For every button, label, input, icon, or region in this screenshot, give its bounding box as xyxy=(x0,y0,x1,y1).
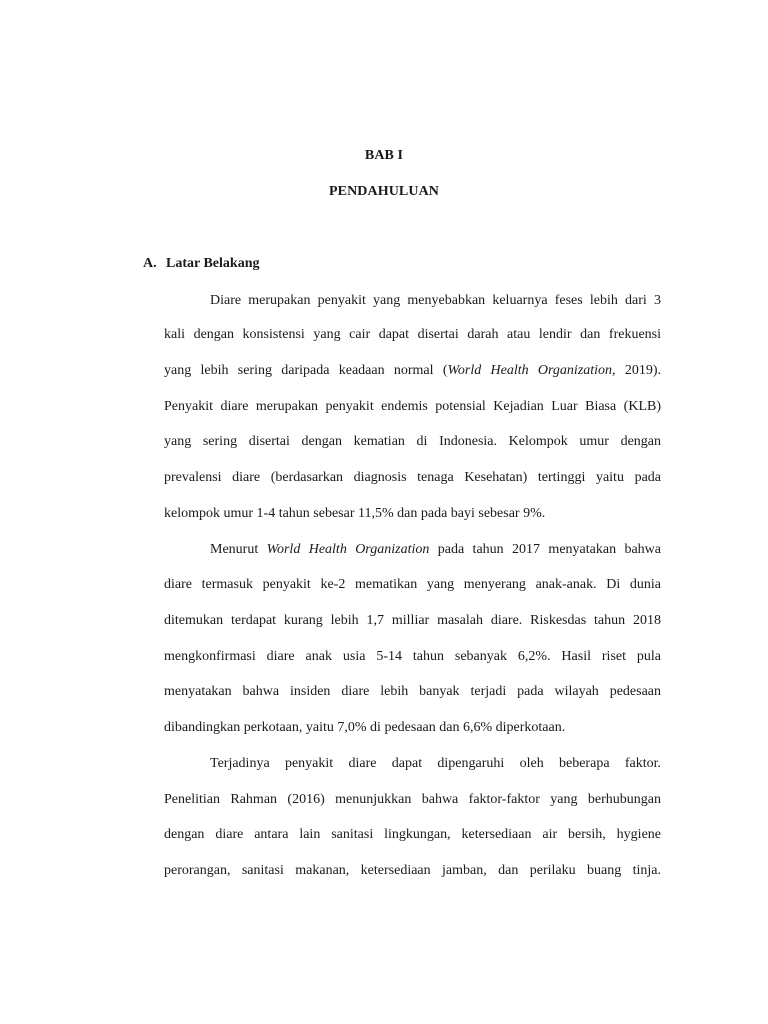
paragraph-1-line-4: Penyakit diare merupakan penyakit endemis potensial Kejadian Luar Biasa (KLB) xyxy=(164,399,661,414)
paragraph-1-line-3-text-a: yang lebih sering daripada keadaan normal ( xyxy=(164,363,448,378)
section-letter: A. xyxy=(143,256,157,271)
paragraph-2-line-1 xyxy=(210,541,661,559)
chapter-number: BAB I xyxy=(364,148,404,163)
paragraph-1-line-2: kali dengan konsistensi yang cair dapat disertai darah atau lendir dan frekuensi xyxy=(164,327,661,342)
paragraph-1-line-3-citation: World Health Organization, xyxy=(447,363,616,378)
paragraph-3-line-1: Terjadinya penyakit diare dapat dipengaruhi oleh beberapa faktor. xyxy=(210,756,661,771)
paragraph-3-line-3: dengan diare antara lain sanitasi lingkungan, ketersediaan air bersih, hygiene xyxy=(164,827,661,842)
section-title: Latar Belakang xyxy=(166,256,260,271)
paragraph-3-line-2: Penelitian Rahman (2016) menunjukkan bahwa faktor-faktor yang berhubungan xyxy=(164,792,661,807)
paragraph-1-line-5: yang sering disertai dengan kematian di Indonesia. Kelompok umur dengan xyxy=(164,434,661,449)
paragraph-1-line-1: Diare merupakan penyakit yang menyebabkan keluarnya feses lebih dari 3 xyxy=(210,293,661,308)
paragraph-2-line-1-text-b: pada tahun 2017 menyatakan bahwa xyxy=(429,542,661,557)
chapter-title: PENDAHULUAN xyxy=(329,184,439,199)
paragraph-2-line-1-text-a: Menurut xyxy=(210,542,267,557)
paragraph-2-line-5: menyatakan bahwa insiden diare lebih banyak terjadi pada wilayah pedesaan xyxy=(164,684,661,699)
paragraph-2-line-4: mengkonfirmasi diare anak usia 5-14 tahun sebanyak 6,2%. Hasil riset pula xyxy=(164,649,661,664)
paragraph-3-line-4: perorangan, sanitasi makanan, ketersediaan jamban, dan perilaku buang tinja. xyxy=(164,863,661,878)
paragraph-2-line-6: dibandingkan perkotaan, yaitu 7,0% di pedesaan dan 6,6% diperkotaan. xyxy=(164,720,566,735)
paragraph-1-line-3 xyxy=(164,362,661,380)
paragraph-2-line-1-citation: World Health Organization xyxy=(266,542,430,557)
paragraph-1-line-7: kelompok umur 1-4 tahun sebesar 11,5% dan pada bayi sebesar 9%. xyxy=(164,506,546,521)
section-heading xyxy=(143,256,259,272)
paragraph-2-line-3: ditemukan terdapat kurang lebih 1,7 milliar masalah diare. Riskesdas tahun 2018 xyxy=(164,613,661,628)
paragraph-1-line-6: prevalensi diare (berdasarkan diagnosis tenaga Kesehatan) tertinggi yaitu pada xyxy=(164,470,661,485)
paragraph-2-line-2: diare termasuk penyakit ke-2 mematikan yang menyerang anak-anak. Di dunia xyxy=(164,577,661,592)
paragraph-1-line-3-text-b: 2019). xyxy=(615,363,661,378)
